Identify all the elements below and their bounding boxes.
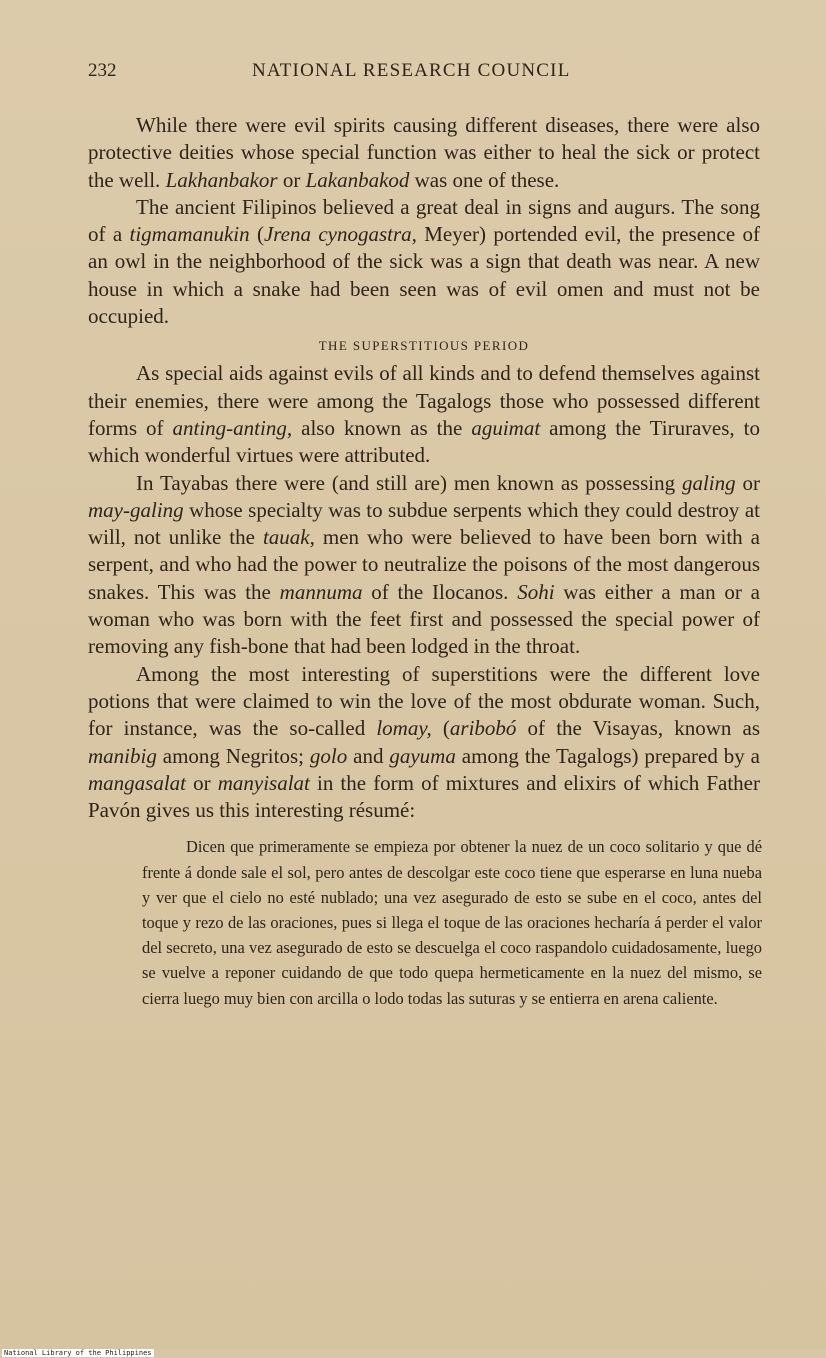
paragraph-anting-anting: As special aids against evils of all kinds and to defend themselves against their enemies, there were among the Tagalogs those who possessed different forms of anting-anting, also known as the aguimat among the Tiruraves, to which wonderful virtues were attributed.	[88, 361, 760, 468]
block-quote-spanish: Dicen que primeramente se empieza por obtener la nuez de un coco solitario y que dé frente á donde sale el sol, pero antes de descolgar este coco tiene que esperarse en luna nueba y ver que el cielo no esté nublado; una vez asegurado de esto se sube en el coco, antes del toque y rezo de las oraciones, pues si llega el toque de las oraciones hecharía á perder el valor del secreto, una vez asegurado de esto se descuelga el coco raspandolo cuidadosamente, luego se vuelve a reponer cuidando de que todo quepa hermeticamente en la nuez del mismo, se cierra luego muy bien con arcilla o lodo todas las suturas y se entierra en arena caliente.	[142, 837, 762, 1008]
section-heading: THE SUPERSTITIOUS PERIOD	[318, 338, 530, 354]
paragraph-protective-deities: While there were evil spirits causing different diseases, there were also protective deities whose special function was either to heal the sick or protect the well. Lakhanbakor or Lakanbakod was one of these.	[88, 113, 760, 192]
page-number: 232	[88, 60, 117, 81]
running-head: NATIONAL RESEARCH COUNCIL	[252, 60, 571, 81]
paragraph-love-potions: Among the most interesting of superstitions were the different love potions that were claimed to win the love of the most obdurate woman. Such, for instance, was the so-called lomay, (aribobó of the Visayas, known as manibig among Negritos; golo and gayuma among the Tagalogs) prepared by a mangasalat or manyisalat in the form of mixtures and elixirs of which Father Pavón gives us this interesting résumé:	[88, 661, 761, 823]
scan-credit: National Library of the Philippines	[4, 1349, 152, 1357]
paragraph-signs-augurs: The ancient Filipinos believed a great deal in signs and augurs. The song of a tigmamanukin (Jrena cynogastra, Meyer) portended evil, the presence of an owl in the neighborhood of the sick was a sign that death was near. A new house in which a snake had been seen was of evil omen and must not be occupied.	[88, 194, 760, 329]
page-body	[88, 112, 760, 1011]
paragraph-tayabas: In Tayabas there were (and still are) men known as possessing galing or may-galing whose specialty was to subdue serpents which they could destroy at will, not unlike the tauak, men who were believed to have been born with a serpent, and who had the power to neutralize the poisons of the most dangerous snakes. This was the mannuma of the Ilocanos. Sohi was either a man or a woman who was born with the feet first and possessed the special power of removing any fish-bone that had been lodged in the throat.	[88, 470, 760, 659]
page-header	[88, 60, 748, 88]
